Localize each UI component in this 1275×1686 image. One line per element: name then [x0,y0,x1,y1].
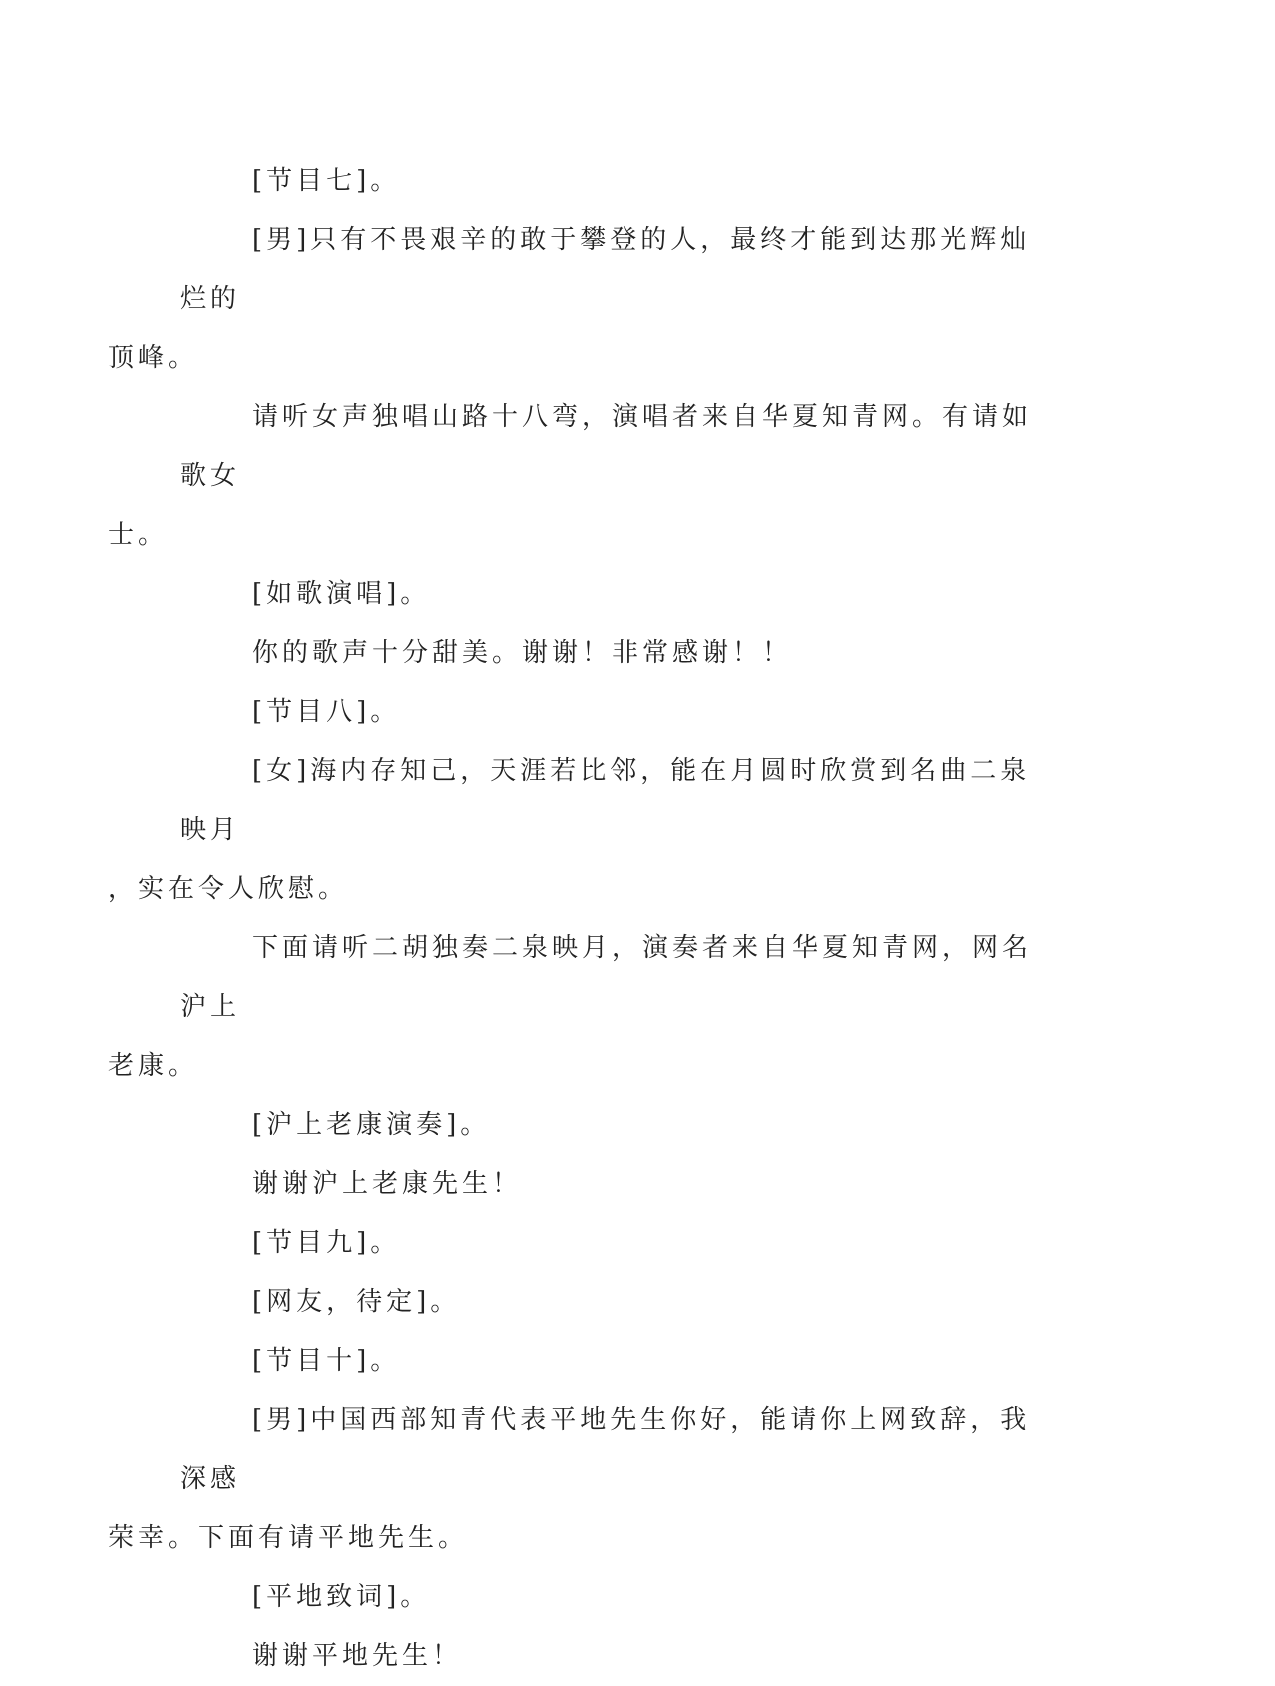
paragraph-netizen-tbd [180,1273,1040,1332]
paragraph-line: [节目七]。 [252,166,401,196]
paragraph-laokang-performance [180,1096,1040,1155]
paragraph-line-continued: 荣幸。下面有请平地先生。 [108,1523,469,1553]
paragraph-thanks-pingdi [180,1627,1040,1686]
paragraph-line: 谢谢平地先生！ [252,1641,463,1671]
paragraph-program-9 [180,1214,1040,1273]
paragraph-line: [网友，待定]。 [252,1287,461,1317]
paragraph-line: [节目八]。 [252,697,401,727]
paragraph-line: 谢谢沪上老康先生！ [252,1169,523,1199]
paragraph-female-host-intro [108,742,1040,919]
paragraph-line: 你的歌声十分甜美。谢谢！非常感谢！！ [252,638,793,668]
paragraph-solo-song-intro [108,388,1040,565]
paragraph-line-continued: 老康。 [108,1051,199,1081]
paragraph-line: [如歌演唱]。 [252,579,431,609]
paragraph-thanks-laokang [180,1155,1040,1214]
paragraph-male-host-intro [108,211,1040,388]
paragraph-erhu-intro [108,919,1040,1096]
paragraph-program-10 [180,1332,1040,1391]
paragraph-ruge-performance [180,565,1040,624]
paragraph-line: [男]只有不畏艰辛的敢于攀登的人，最终才能到达那光辉灿烂的 [180,225,1031,314]
paragraph-line-continued: 士。 [108,520,169,550]
paragraph-line: 请听女声独唱山路十八弯，演唱者来自华夏知青网。有请如歌女 [180,402,1033,491]
paragraph-line: [女]海内存知己，天涯若比邻，能在月圆时欣赏到名曲二泉映月 [180,756,1031,845]
paragraph-line: [节目九]。 [252,1228,401,1258]
paragraph-line: [沪上老康演奏]。 [252,1110,491,1140]
paragraph-line: [节目十]。 [252,1346,401,1376]
paragraph-pingdi-speech [180,1568,1040,1627]
paragraph-program-7 [180,152,1040,211]
paragraph-line: [男]中国西部知青代表平地先生你好，能请你上网致辞，我深感 [180,1405,1031,1494]
paragraph-thanks-song [180,624,1040,683]
paragraph-line: 下面请听二胡独奏二泉映月，演奏者来自华夏知青网，网名沪上 [180,933,1033,1022]
paragraph-line-continued: ，实在令人欣慰。 [108,874,349,904]
paragraph-line: [平地致词]。 [252,1582,431,1612]
paragraph-program-8 [180,683,1040,742]
document-body [108,152,1040,1686]
paragraph-line-continued: 顶峰。 [108,343,199,373]
paragraph-pingdi-intro [108,1391,1040,1568]
